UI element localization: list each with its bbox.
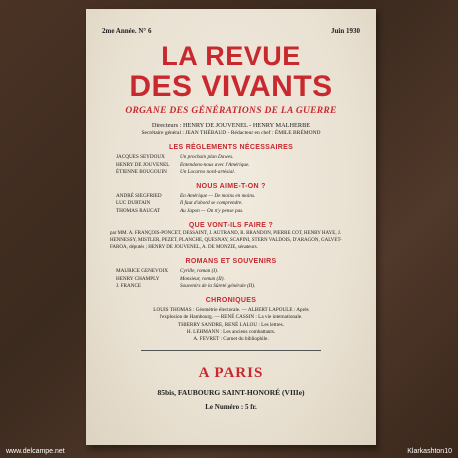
article-title: Un Locarno nord-artésial. <box>180 168 235 175</box>
city: A PARIS <box>198 364 264 381</box>
article-title: Il faut d'abord se comprendre. <box>180 200 243 207</box>
title-line-1: LA REVUE <box>161 41 301 71</box>
article-title: Monsieur, roman (II). <box>180 275 225 282</box>
author: ANDRÉ SIEGFRIED <box>116 193 162 200</box>
list-item <box>96 283 366 290</box>
article-title: Au Japon — On n'y pense pas. <box>180 207 244 214</box>
issue-line <box>96 27 366 35</box>
divider <box>141 350 321 351</box>
price: Le Numéro : 5 fr. <box>205 402 257 411</box>
list-item <box>96 268 366 275</box>
author: J. FRANCE <box>116 282 142 289</box>
watermark-right: Klarkashton10 <box>407 448 452 455</box>
author: HENRY CHAMPLY <box>116 275 160 282</box>
article-title: Un prochain plan Dawes. <box>180 154 234 161</box>
issue-date: Juin 1930 <box>331 27 360 35</box>
issue-number: 2me Année. N° 6 <box>102 27 152 35</box>
list-item: LOUIS THOMAS : Géométrie électorale. — ALBERT LAPOULE : Après <box>153 307 309 314</box>
contributors-paragraph: par MM. A. FRANÇOIS-PONCET, DESSAINT, J. AUTRAND, R. BRANDON, PIERRE COT, HENRY HAYE, J. HENNESSY, MISTLER, PEZET, PLANCHE, QUESNAY, SCAPINI, STERN VALDOIS, D'ARAGON, GALVET-FAROA, députés ; HENRY DE JOUVENEL, A. DE MONZIE, sénateurs. <box>110 231 342 250</box>
magazine-cover <box>86 9 376 445</box>
secretary: Secrétaire général : JEAN THÉBAUD - Rédacteur en chef : ÉMILE BRÉMOND <box>141 130 321 137</box>
section-reglements <box>96 154 366 176</box>
author: ÉTIENNE BOUGOUIN <box>116 168 167 175</box>
author: THOMAS RAUCAT <box>116 207 160 214</box>
author: MAURICE GENEVOIX <box>116 268 169 275</box>
author: LUC DURTAIN <box>116 200 151 207</box>
list-item: H. LEHMANN : Les anciens combattants. <box>186 328 276 335</box>
section-heading-reglements: LES RÈGLEMENTS NÉCESSAIRES <box>168 144 294 152</box>
article-title: Souvenirs de la Sûreté générale (II). <box>180 282 256 289</box>
article-title: Entendons-nous avec l'Amérique. <box>180 161 250 168</box>
section-romans <box>96 268 366 290</box>
directors: Directeurs : HENRY DE JOUVENEL - HENRY MALHERBE <box>151 122 311 129</box>
section-aime <box>96 193 366 215</box>
watermark-left: www.delcampe.net <box>6 448 65 455</box>
section-heading-romans: ROMANS ET SOUVENIRS <box>185 258 277 266</box>
author: HENRY DE JOUVENEL <box>116 161 170 168</box>
section-heading-aime: NOUS AIME-T-ON ? <box>196 183 266 191</box>
chroniques-list <box>96 307 366 343</box>
list-item: THIERRY SANDRE, RENÉ LALOU : Les lettres. <box>178 321 284 328</box>
article-title: Cyrille, roman (I). <box>180 268 219 275</box>
subtitle: ORGANE DES GÉNÉRATIONS DE LA GUERRE <box>125 106 337 116</box>
list-item <box>96 154 366 161</box>
list-item: A. FEVRET : Carnet du bibliophile. <box>193 336 269 343</box>
list-item <box>96 169 366 176</box>
list-item <box>96 276 366 283</box>
section-heading-faire: QUE VONT-ILS FAIRE ? <box>188 222 274 229</box>
list-item <box>96 200 366 207</box>
title-line-2: DES VIVANTS <box>129 70 333 103</box>
section-heading-chroniques: CHRONIQUES <box>205 297 257 305</box>
list-item: l'explosion de Hambourg. — RENÉ CASSIN : La vie internationale. <box>159 314 303 321</box>
author: JACQUES SEYDOUX <box>116 154 165 161</box>
article-title: En Amérique — De moins en moins. <box>180 193 256 200</box>
address: 85bis, FAUBOURG SAINT-HONORÉ (VIIIe) <box>157 387 305 397</box>
list-item <box>96 208 366 215</box>
list-item <box>96 162 366 169</box>
